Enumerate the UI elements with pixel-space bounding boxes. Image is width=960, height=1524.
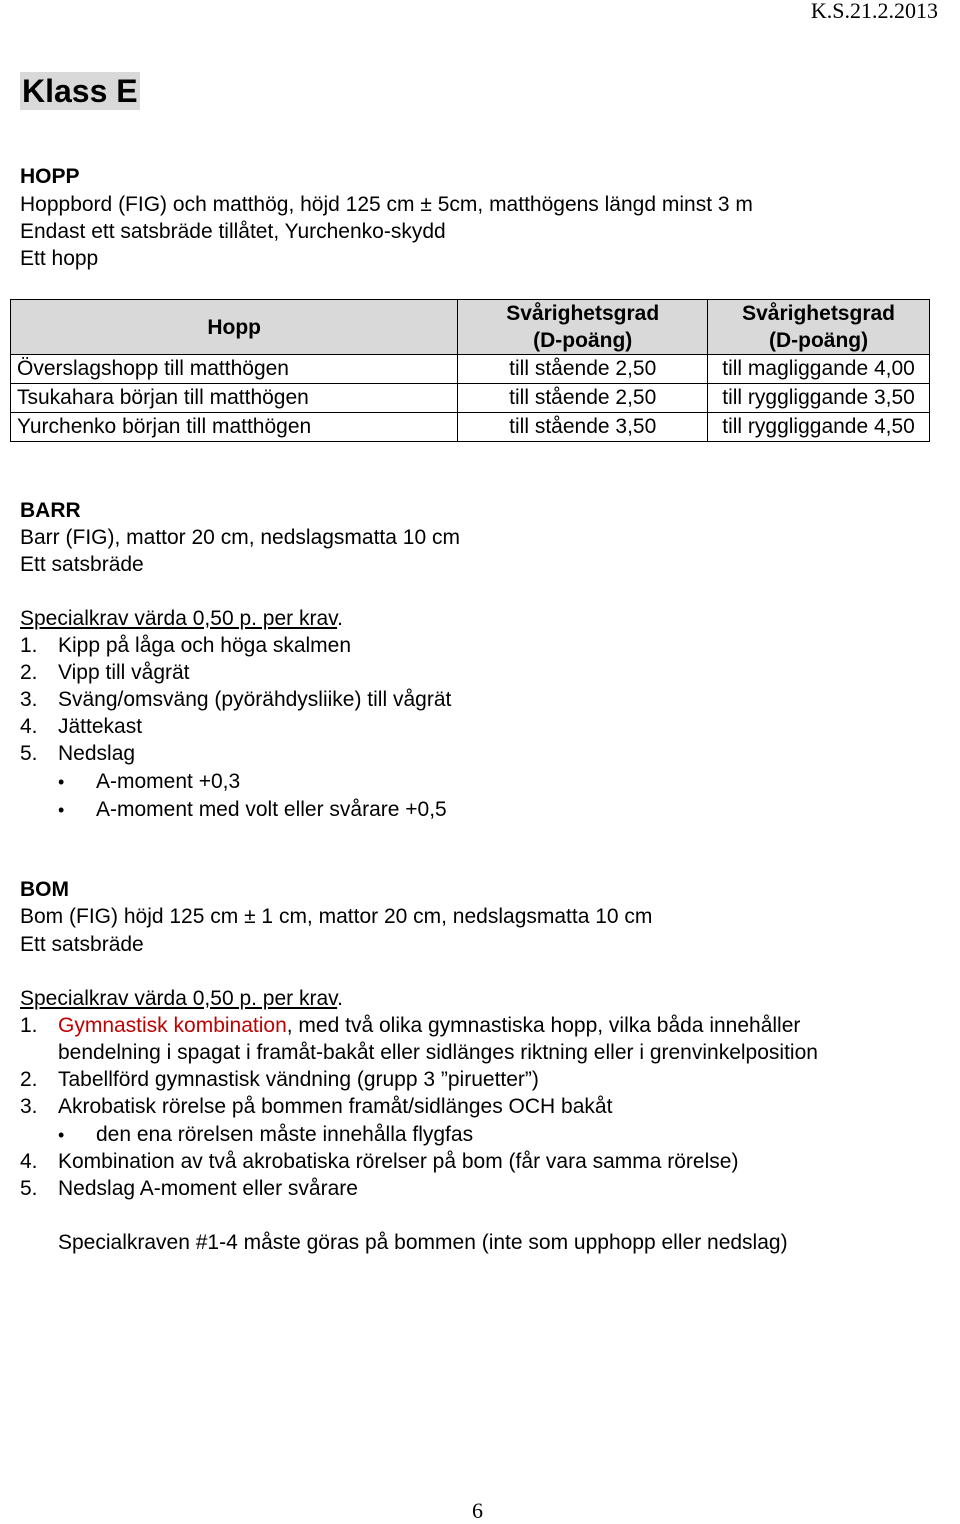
vault-value: till ryggliggande 3,50 <box>708 384 930 413</box>
list-text: Kombination av två akrobatiska rörelser på bom (får vara samma rörelse) <box>58 1150 739 1173</box>
document-id: K.S.21.2.2013 <box>810 0 938 23</box>
hopp-heading: HOPP <box>20 165 80 188</box>
list-number: 2. <box>20 661 38 684</box>
bom-note: Specialkraven #1-4 måste göras på bommen (inte som upphopp eller nedslag) <box>58 1231 788 1254</box>
page-number: 6 <box>472 1498 483 1523</box>
bullet-text: A-moment +0,3 <box>96 770 241 793</box>
list-number: 5. <box>20 1177 38 1200</box>
list-number: 1. <box>20 1014 38 1037</box>
bullet-item <box>58 1121 473 1149</box>
list-item <box>20 713 142 740</box>
table-row <box>11 384 930 413</box>
barr-line: Ett satsbräde <box>20 553 144 576</box>
list-text: Tabellförd gymnastisk vändning (grupp 3 ”piruetter”) <box>58 1068 539 1091</box>
bullet-icon: • <box>58 1125 65 1145</box>
bullet-item <box>58 768 240 796</box>
list-text: , med två olika gymnastiska hopp, vilka båda innehåller <box>286 1014 801 1037</box>
list-item <box>20 1093 612 1120</box>
list-text: Sväng/omsväng (pyörähdysliike) till vågrät <box>58 688 452 711</box>
vault-name: Överslagshopp till matthögen <box>11 355 458 384</box>
list-text: Nedslag <box>58 742 136 765</box>
bullet-text: den ena rörelsen måste innehålla flygfas <box>96 1123 474 1146</box>
list-number: 3. <box>20 688 38 711</box>
table-row <box>11 413 930 442</box>
barr-special-title <box>20 605 343 632</box>
hopp-table <box>10 299 930 442</box>
vault-value: till stående 2,50 <box>458 384 708 413</box>
table-header-difficulty-text: Svårighetsgrad (D-poäng) <box>742 302 895 352</box>
hopp-line: Ett hopp <box>20 247 99 270</box>
list-text: Nedslag A-moment eller svårare <box>58 1177 358 1200</box>
vault-name: Tsukahara början till matthögen <box>11 384 458 413</box>
list-text: Vipp till vågrät <box>58 661 190 684</box>
bom-heading: BOM <box>20 878 69 901</box>
bullet-item <box>58 796 447 824</box>
vault-name: Yurchenko början till matthögen <box>11 413 458 442</box>
barr-special-title-end: . <box>337 607 343 630</box>
vault-value: till magliggande 4,00 <box>708 355 930 384</box>
list-number: 4. <box>20 715 38 738</box>
class-title: Klass E <box>22 73 138 109</box>
list-number: 3. <box>20 1095 38 1118</box>
bullet-text: A-moment med volt eller svårare +0,5 <box>96 798 447 821</box>
table-header-row <box>11 300 930 355</box>
list-item <box>20 686 451 713</box>
list-item <box>20 1175 358 1202</box>
list-number: 2. <box>20 1068 38 1091</box>
table-header-hopp: Hopp <box>11 300 458 355</box>
bom-line: Ett satsbräde <box>20 933 144 956</box>
list-number: 5. <box>20 742 38 765</box>
vault-value: till stående 2,50 <box>458 355 708 384</box>
list-text: Akrobatisk rörelse på bommen framåt/sidlänges OCH bakåt <box>58 1095 613 1118</box>
hopp-line: Endast ett satsbräde tillåtet, Yurchenko-skydd <box>20 220 446 243</box>
list-number: 1. <box>20 634 38 657</box>
list-item <box>20 1148 738 1175</box>
list-item <box>20 632 351 659</box>
barr-special-title-text: Specialkrav värda 0,50 p. per krav <box>20 607 338 630</box>
list-item <box>20 1012 800 1039</box>
table-header-difficulty <box>708 300 930 355</box>
bom-special-title <box>20 985 343 1012</box>
list-text: Jättekast <box>58 715 143 738</box>
vault-value: till ryggliggande 4,50 <box>708 413 930 442</box>
table-header-difficulty <box>458 300 708 355</box>
bullet-icon: • <box>58 772 65 792</box>
bullet-icon: • <box>58 800 65 820</box>
list-item <box>20 1066 539 1093</box>
bom-special-title-end: . <box>337 987 343 1010</box>
barr-heading: BARR <box>20 499 81 522</box>
table-row <box>11 355 930 384</box>
list-number: 4. <box>20 1150 38 1173</box>
barr-line: Barr (FIG), mattor 20 cm, nedslagsmatta 10 cm <box>20 526 460 549</box>
list-item <box>20 659 190 686</box>
list-item <box>20 740 135 767</box>
hopp-line: Hoppbord (FIG) och matthög, höjd 125 cm ± 5cm, matthögens längd minst 3 m <box>20 193 753 216</box>
bom-special-title-text: Specialkrav värda 0,50 p. per krav <box>20 987 338 1010</box>
bom-line: Bom (FIG) höjd 125 cm ± 1 cm, mattor 20 cm, nedslagsmatta 10 cm <box>20 905 653 928</box>
vault-value: till stående 3,50 <box>458 413 708 442</box>
table-header-difficulty-text: Svårighetsgrad (D-poäng) <box>506 302 660 352</box>
list-text-continuation: bendelning i spagat i framåt-bakåt eller sidlänges riktning eller i grenvinkelposition <box>58 1041 818 1064</box>
list-text-highlight: Gymnastisk kombination <box>58 1014 287 1037</box>
list-text: Kipp på låga och höga skalmen <box>58 634 352 657</box>
